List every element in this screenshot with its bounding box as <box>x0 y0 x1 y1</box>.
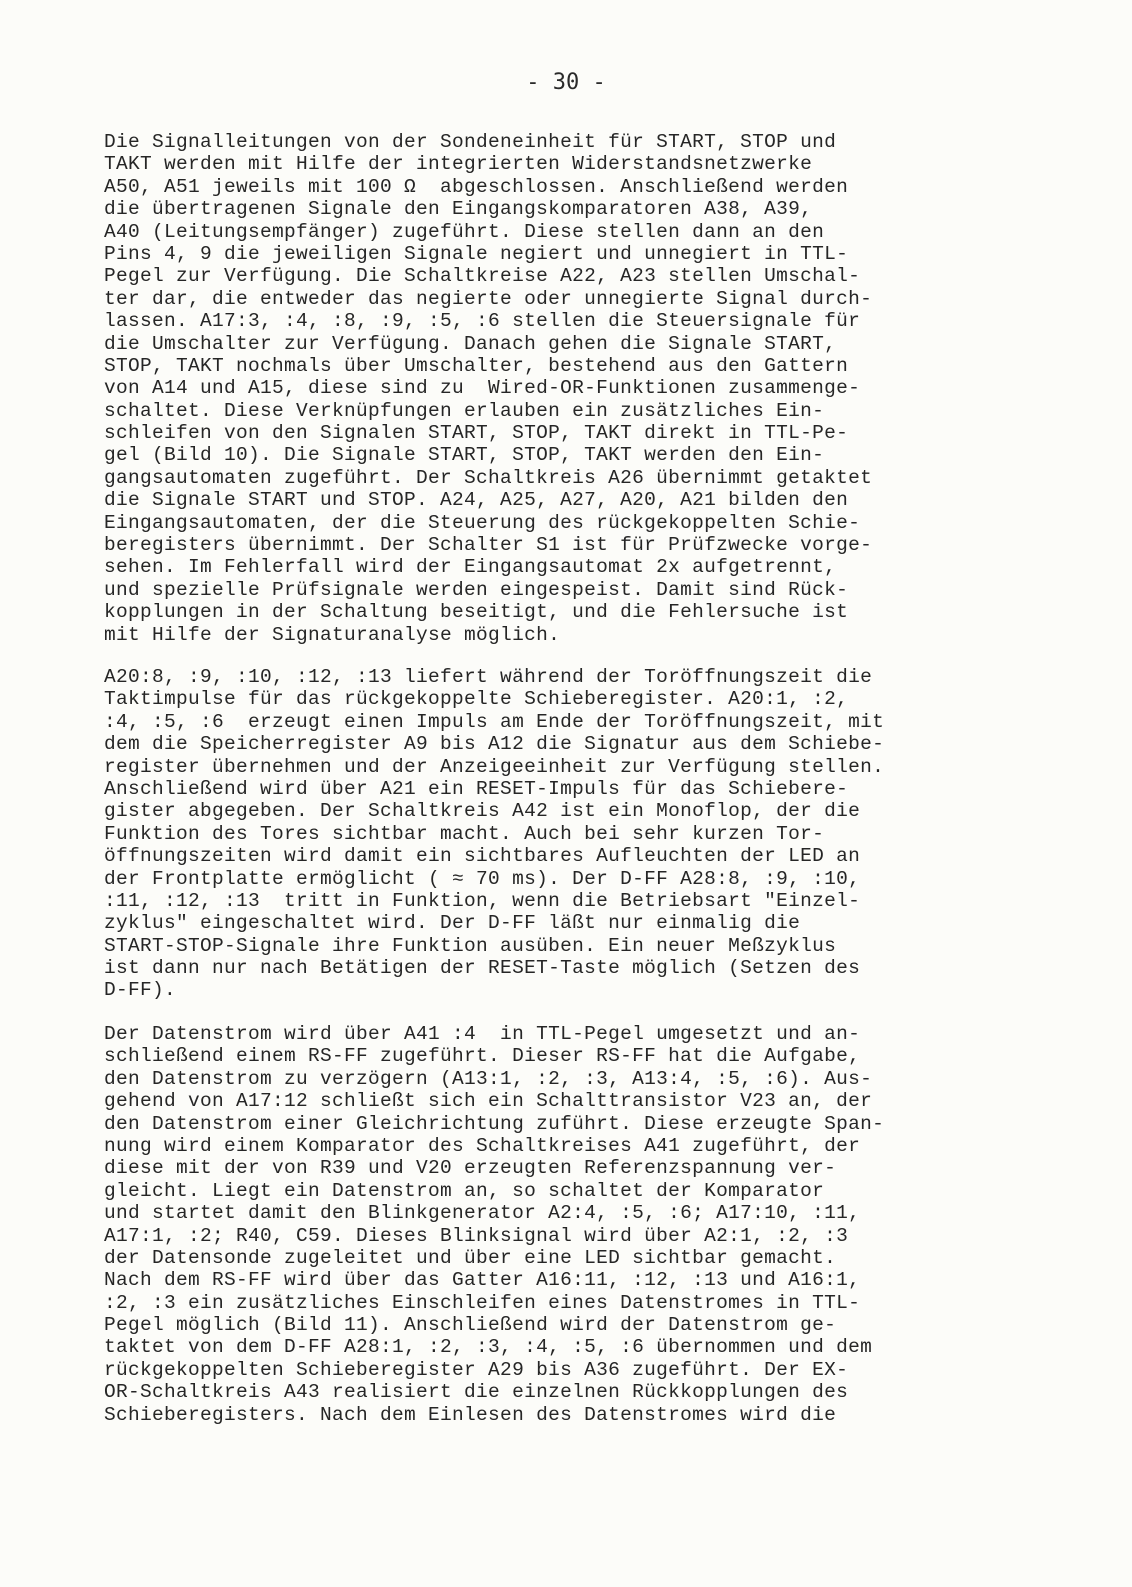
text-line: schließend einem RS-FF zugeführt. Dieser RS-FF hat die Aufgabe, <box>104 1045 861 1068</box>
text-line: :11, :12, :13 tritt in Funktion, wenn die Betriebsart "Einzel- <box>104 889 861 912</box>
text-line: beregisters übernimmt. Der Schalter S1 ist für Prüfzwecke vorge- <box>104 534 873 557</box>
text-line: diese mit der von R39 und V20 erzeugten Referenzspannung ver- <box>104 1157 837 1180</box>
text-line: gel (Bild 10). Die Signale START, STOP, TAKT werden den Ein- <box>104 444 825 467</box>
text-line: A40 (Leitungsempfänger) zugeführt. Diese stellen dann an den <box>104 220 825 243</box>
paragraph-signal-lines <box>104 131 1004 646</box>
text-line: Funktion des Tores sichtbar macht. Auch bei sehr kurzen Tor- <box>104 822 825 845</box>
text-line: die Signale START und STOP. A24, A25, A27, A20, A21 bilden den <box>104 489 849 512</box>
text-line: schaltet. Diese Verknüpfungen erlauben ein zusätzliches Ein- <box>104 399 825 422</box>
text-line: Pegel möglich (Bild 11). Anschließend wird der Datenstrom ge- <box>104 1314 837 1337</box>
text-line: TAKT werden mit Hilfe der integrierten Widerstandsnetzwerke <box>104 153 813 176</box>
text-line: den Datenstrom zu verzögern (A13:1, :2, :3, A13:4, :5, :6). Aus- <box>104 1067 873 1090</box>
text-line: A17:1, :2; R40, C59. Dieses Blinksignal wird über A2:1, :2, :3 <box>104 1224 849 1247</box>
text-line: Der Datenstrom wird über A41 :4 in TTL-Pegel umgesetzt und an- <box>104 1023 861 1045</box>
text-line: A50, A51 jeweils mit 100 Ω abgeschlossen. Anschließend werden <box>104 175 849 198</box>
text-line: D-FF). <box>104 979 177 1002</box>
text-line: Pins 4, 9 die jeweiligen Signale negiert und unnegiert in TTL- <box>104 242 849 265</box>
text-line: Die Signalleitungen von der Sondeneinheit für START, STOP und <box>104 131 837 153</box>
text-line: dem die Speicherregister A9 bis A12 die Signatur aus dem Schiebe- <box>104 733 885 756</box>
text-line: gister abgegeben. Der Schaltkreis A42 ist ein Monoflop, der die <box>104 800 861 823</box>
text-line: A20:8, :9, :10, :12, :13 liefert während der Toröffnungszeit die <box>104 666 873 688</box>
text-line: Taktimpulse für das rückgekoppelte Schieberegister. A20:1, :2, <box>104 688 849 711</box>
text-line: schleifen von den Signalen START, STOP, TAKT direkt in TTL-Pe- <box>104 422 849 445</box>
text-line: Schieberegisters. Nach dem Einlesen des Datenstromes wird die <box>104 1403 837 1426</box>
text-line: mit Hilfe der Signaturanalyse möglich. <box>104 623 561 646</box>
text-line: zyklus" eingeschaltet wird. Der D-FF läßt nur einmalig die <box>104 912 801 935</box>
text-line: Anschließend wird über A21 ein RESET-Impuls für das Schiebere- <box>104 777 849 800</box>
text-line: ter dar, die entweder das negierte oder unnegierte Signal durch- <box>104 287 873 310</box>
text-line: :4, :5, :6 erzeugt einen Impuls am Ende der Toröffnungszeit, mit <box>104 710 885 733</box>
text-line: sehen. Im Fehlerfall wird der Eingangsautomat 2x aufgetrennt, <box>104 556 837 579</box>
text-line: die Umschalter zur Verfügung. Danach gehen die Signale START, <box>104 332 837 355</box>
text-line: öffnungszeiten wird damit ein sichtbares Aufleuchten der LED an <box>104 845 861 868</box>
text-line: Eingangsautomaten, der die Steuerung des rückgekoppelten Schie- <box>104 511 861 534</box>
text-line: die übertragenen Signale den Eingangskomparatoren A38, A39, <box>104 198 813 221</box>
text-line: STOP, TAKT nochmals über Umschalter, bestehend aus den Gattern <box>104 354 849 377</box>
text-line: :2, :3 ein zusätzliches Einschleifen eines Datenstromes in TTL- <box>104 1291 861 1314</box>
text-line: nung wird einem Komparator des Schaltkreises A41 zugeführt, der <box>104 1134 861 1157</box>
text-line: register übernehmen und der Anzeigeeinheit zur Verfügung stellen. <box>104 755 885 778</box>
page-number: - 30 - <box>526 70 606 95</box>
text-line: rückgekoppelten Schieberegister A29 bis A36 zugeführt. Der EX- <box>104 1358 849 1381</box>
text-line: von A14 und A15, diese sind zu Wired-OR-Funktionen zusammenge- <box>104 377 861 400</box>
text-line: gleicht. Liegt ein Datenstrom an, so schaltet der Komparator <box>104 1179 825 1202</box>
text-line: kopplungen in der Schaltung beseitigt, und die Fehlersuche ist <box>104 601 849 624</box>
paragraph-gate-timing <box>104 666 1004 1002</box>
text-line: und startet damit den Blinkgenerator A2:4, :5, :6; A17:10, :11, <box>104 1202 861 1225</box>
text-line: lassen. A17:3, :4, :8, :9, :5, :6 stellen die Steuersignale für <box>104 310 861 333</box>
text-line: Pegel zur Verfügung. Die Schaltkreise A22, A23 stellen Umschal- <box>104 265 861 288</box>
text-line: START-STOP-Signale ihre Funktion ausüben. Ein neuer Meßzyklus <box>104 934 837 957</box>
text-line: OR-Schaltkreis A43 realisiert die einzelnen Rückkopplungen des <box>104 1381 849 1404</box>
text-line: Nach dem RS-FF wird über das Gatter A16:11, :12, :13 und A16:1, <box>104 1269 861 1292</box>
text-line: gehend von A17:12 schließt sich ein Schalttransistor V23 an, der <box>104 1090 873 1113</box>
text-line: gangsautomaten zugeführt. Der Schaltkreis A26 übernimmt getaktet <box>104 466 873 489</box>
text-line: taktet von dem D-FF A28:1, :2, :3, :4, :5, :6 übernommen und dem <box>104 1336 873 1359</box>
text-line: und spezielle Prüfsignale werden eingespeist. Damit sind Rück- <box>104 578 849 601</box>
text-line: der Datensonde zugeleitet und über eine LED sichtbar gemacht. <box>104 1246 837 1269</box>
text-line: den Datenstrom einer Gleichrichtung zuführt. Diese erzeugte Span- <box>104 1112 885 1135</box>
text-line: der Frontplatte ermöglicht ( ≈ 70 ms). Der D-FF A28:8, :9, :10, <box>104 867 861 890</box>
text-line: ist dann nur nach Betätigen der RESET-Taste möglich (Setzen des <box>104 957 861 980</box>
paragraph-data-stream <box>104 1023 1004 1426</box>
